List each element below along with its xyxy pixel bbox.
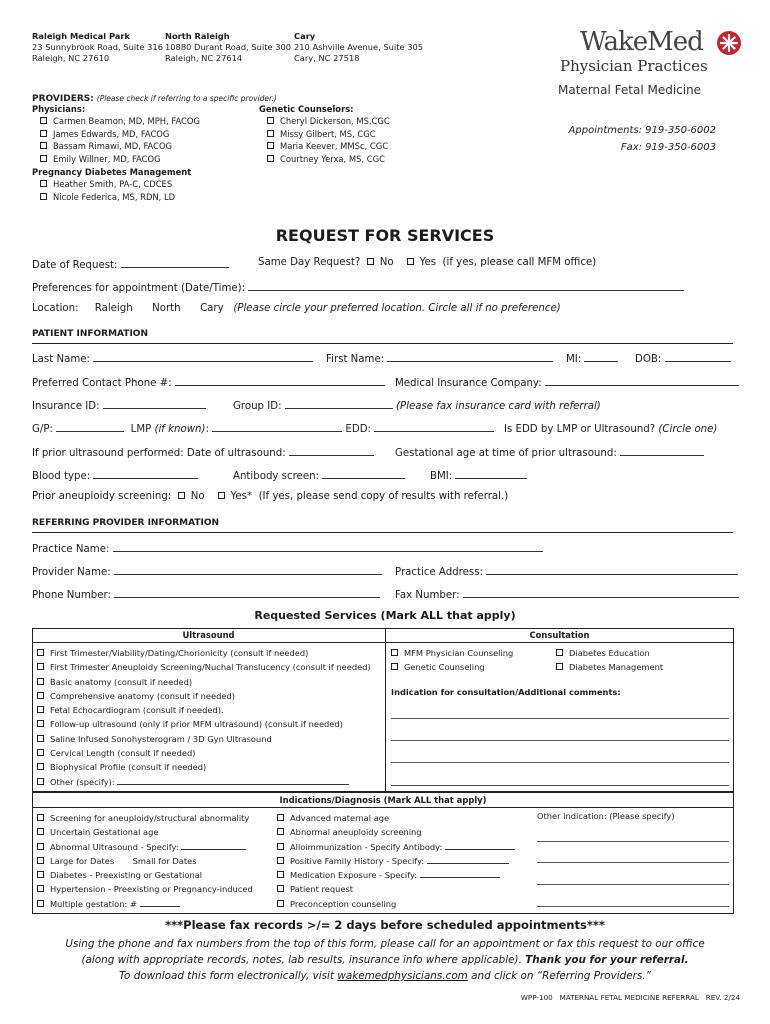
location-name: Raleigh Medical Park	[32, 31, 131, 41]
bmi-input[interactable]	[455, 468, 527, 479]
indication-option[interactable]: Advanced maternal age	[277, 811, 515, 825]
other-indication-line[interactable]	[537, 906, 729, 907]
checkbox[interactable]	[277, 828, 284, 835]
consult-col2	[556, 646, 663, 674]
patient-info-heading: PATIENT INFORMATION	[32, 329, 148, 339]
other-indication-line[interactable]	[537, 841, 729, 842]
provider-option[interactable]: Courtney Yerxa, MS, CGC	[267, 153, 390, 166]
checkbox[interactable]	[37, 871, 44, 878]
indications-heading: Indications/Diagnosis (Mark ALL that apply)	[279, 795, 487, 805]
other-indication-line[interactable]	[537, 884, 729, 885]
other-indication-line[interactable]	[537, 862, 729, 863]
group-id-input[interactable]	[285, 398, 393, 409]
last-name-input[interactable]	[93, 351, 313, 362]
checkbox[interactable]	[40, 155, 47, 162]
providers-label: PROVIDERS:	[32, 94, 94, 104]
checkbox[interactable]	[37, 900, 44, 907]
location-addr1: 23 Sunnybrook Road, Suite 316	[32, 42, 163, 52]
aneuploidy-yes-checkbox[interactable]	[218, 492, 225, 499]
checkbox[interactable]	[267, 130, 274, 137]
same-day-yes-checkbox[interactable]	[407, 258, 414, 265]
antibody-specify-input[interactable]	[445, 841, 515, 850]
checkbox[interactable]	[37, 649, 44, 656]
service-option[interactable]: First Trimester/Viability/Dating/Chorionicity (consult if needed)	[37, 646, 371, 660]
ultrasound-label: Ultrasound	[182, 630, 235, 640]
footer-line-1: Using the phone and fax numbers from the top of this form, please call for an appointment or fax this request to our office	[65, 938, 705, 950]
footer-line-2: (along with appropriate records, notes, lab results, insurance info where applicable). Thank you for your referral.	[81, 954, 689, 966]
divider	[32, 807, 734, 808]
location-north-option[interactable]: North	[152, 303, 181, 314]
consult-option[interactable]: Diabetes Education	[556, 646, 663, 660]
first-name-row: First Name:	[326, 351, 553, 365]
location-addr2: Raleigh, NC 27610	[32, 53, 110, 63]
provider-option[interactable]: Cheryl Dickerson, MS,CGC	[267, 115, 390, 128]
checkbox[interactable]	[267, 155, 274, 162]
antibody-input[interactable]	[322, 468, 405, 479]
service-option[interactable]: Saline Infused Sonohysterogram / 3D Gyn Ultrasound	[37, 732, 371, 746]
indication-option[interactable]: Diabetes - Preexisting or Gestational	[37, 868, 253, 882]
service-option[interactable]: Cervical Length (consult if needed)	[37, 746, 371, 760]
checkbox[interactable]	[37, 720, 44, 727]
gp-input[interactable]	[56, 421, 124, 432]
insurance-company-row: Medical Insurance Company:	[395, 375, 739, 389]
indication-option[interactable]: Medication Exposure - Specify:	[277, 868, 515, 882]
indication-option[interactable]: Abnormal aneuploidy screening	[277, 825, 515, 839]
wakemed-logo	[580, 27, 740, 57]
provider-option[interactable]: Emily Willner, MD, FACOG	[40, 153, 200, 166]
mi-input[interactable]	[584, 351, 618, 362]
checkbox[interactable]	[277, 900, 284, 907]
gest-age-input[interactable]	[620, 445, 704, 456]
services-heading: Requested Services (Mark ALL that apply)	[254, 609, 516, 622]
location-raleigh-option[interactable]: Raleigh	[94, 303, 133, 314]
fax-number: Fax: 919-350-6003	[620, 142, 716, 153]
other-indication-label: Other indication: (Please specify)	[537, 811, 675, 821]
location-row: Location: Raleigh North Cary (Please circle your preferred location. Circle all if no preference)	[32, 303, 561, 314]
checkbox[interactable]	[40, 142, 47, 149]
provider-option[interactable]: Nicole Federica, MS, RDN, LD	[40, 191, 175, 204]
checkbox[interactable]	[37, 778, 44, 785]
family-history-input[interactable]	[427, 855, 509, 864]
mi-row: MI:	[566, 351, 618, 365]
location-cary	[294, 31, 423, 64]
location-addr1: 210 Ashville Avenue, Suite 305	[294, 42, 424, 52]
practice-name-row: Practice Name:	[32, 541, 543, 555]
ultrasound-list	[37, 646, 371, 789]
preferences-input[interactable]	[248, 280, 684, 291]
referring-phone-row: Phone Number:	[32, 587, 380, 601]
checkbox[interactable]	[556, 649, 563, 656]
phone-input[interactable]	[175, 375, 385, 386]
referring-phone-input[interactable]	[114, 587, 380, 598]
first-name-input[interactable]	[387, 351, 553, 362]
checkbox[interactable]	[37, 735, 44, 742]
location-addr2: Cary, NC 27518	[294, 53, 360, 63]
insurance-id-input[interactable]	[103, 398, 206, 409]
indications-col2	[277, 811, 515, 911]
providers-note: (Please check if referring to a specific provider.)	[96, 94, 277, 103]
gp-lmp-edd-row: G/P: LMP (if known): EDD: Is EDD by LMP or Ultrasound? (Circle one)	[32, 421, 717, 435]
checkbox[interactable]	[40, 130, 47, 137]
location-addr2: Raleigh, NC 27614	[165, 53, 243, 63]
checkbox[interactable]	[40, 180, 47, 187]
diabetes-label: Pregnancy Diabetes Management	[32, 167, 192, 177]
abnormal-us-input[interactable]	[181, 841, 246, 850]
physicians-list	[40, 115, 200, 165]
comment-line[interactable]	[391, 762, 729, 763]
provider-name-input[interactable]	[114, 564, 382, 575]
divider	[32, 642, 734, 643]
service-option[interactable]: Basic anatomy (consult if needed)	[37, 675, 371, 689]
checkbox[interactable]	[37, 814, 44, 821]
checkbox[interactable]	[37, 843, 44, 850]
location-raleigh-medical-park	[32, 31, 163, 64]
comment-line[interactable]	[391, 740, 729, 741]
service-option[interactable]: First Trimester Aneuploidy Screening/Nuchal Translucency (consult if needed)	[37, 660, 371, 674]
providers-header	[32, 94, 277, 104]
divider	[385, 628, 386, 792]
checkbox[interactable]	[37, 663, 44, 670]
bmi-row: BMI:	[430, 468, 527, 482]
counselors-label: Genetic Counselors:	[259, 104, 354, 114]
preferences-row: Preferences for appointment (Date/Time):	[32, 280, 684, 294]
consult-option[interactable]: Diabetes Management	[556, 660, 663, 674]
indication-option[interactable]: Hypertension - Preexisting or Pregnancy-induced	[37, 882, 253, 896]
referring-heading: REFERRING PROVIDER INFORMATION	[32, 518, 220, 528]
indication-option[interactable]: Screening for aneuploidy/structural abnormality	[37, 811, 253, 825]
checkbox[interactable]	[37, 749, 44, 756]
provider-option[interactable]: Maria Keever, MMSc, CGC	[267, 140, 390, 153]
divider	[32, 532, 733, 533]
checkbox[interactable]	[40, 117, 47, 124]
form-title: REQUEST FOR SERVICES	[275, 226, 495, 245]
indication-comments-label: Indication for consultation/Additional comments:	[391, 687, 621, 697]
checkbox[interactable]	[267, 142, 274, 149]
checkbox[interactable]	[277, 814, 284, 821]
checkbox[interactable]	[40, 193, 47, 200]
checkbox[interactable]	[391, 663, 398, 670]
dob-row: DOB:	[635, 351, 731, 365]
checkbox[interactable]	[267, 117, 274, 124]
consultation-label: Consultation	[529, 630, 590, 640]
location-name: Cary	[294, 31, 316, 41]
blood-type-input[interactable]	[93, 468, 198, 479]
provider-option[interactable]: Heather Smith, PA-C, CDCES	[40, 178, 175, 191]
logo-wordmark: WakeMed	[580, 27, 703, 57]
provider-option[interactable]: Bassam Rimawi, MD, FACOG	[40, 140, 200, 153]
multiple-gestation-input[interactable]	[140, 898, 180, 907]
logo-cross-icon	[716, 30, 742, 56]
practice-address-row: Practice Address:	[395, 564, 738, 578]
medication-input[interactable]	[420, 869, 500, 878]
phone-row: Preferred Contact Phone #:	[32, 375, 385, 389]
indication-option[interactable]: Alloimmunization - Specify Antibody:	[277, 840, 515, 854]
department-name: Maternal Fetal Medicine	[558, 83, 702, 97]
physicians-label: Physicians:	[32, 104, 86, 114]
prior-us-row: If prior ultrasound performed: Date of ultrasound:	[32, 445, 374, 459]
checkbox[interactable]	[391, 649, 398, 656]
appointments-phone: Appointments: 919-350-6002	[568, 125, 716, 136]
checkbox[interactable]	[37, 678, 44, 685]
consult-option[interactable]: MFM Physician Counseling	[391, 646, 513, 660]
last-name-row: Last Name:	[32, 351, 313, 365]
same-day-row: Same Day Request? No Yes (if yes, please call MFM office)	[258, 257, 597, 268]
indication-option[interactable]: Abnormal Ultrasound - Specify:	[37, 840, 253, 854]
checkbox[interactable]	[556, 663, 563, 670]
indication-option[interactable]: Large for Dates Small for Dates	[37, 854, 253, 868]
counselors-list	[267, 115, 390, 165]
indication-option[interactable]: Multiple gestation: #	[37, 897, 253, 911]
indication-option[interactable]: Uncertain Gestational age	[37, 825, 253, 839]
dob-input[interactable]	[665, 351, 731, 362]
date-of-request-row: Date of Request:	[32, 257, 229, 271]
group-id-row: Group ID: (Please fax insurance card with referral)	[233, 398, 601, 412]
service-option[interactable]: Follow-up ultrasound (only if prior MFM ultrasound) (consult if needed)	[37, 717, 371, 731]
download-link[interactable]: wakemedphysicians.com	[337, 970, 468, 982]
indication-option[interactable]: Positive Family History - Specify:	[277, 854, 515, 868]
consult-option[interactable]: Genetic Counseling	[391, 660, 513, 674]
aneuploidy-no-checkbox[interactable]	[178, 492, 185, 499]
provider-option[interactable]: James Edwards, MD, FACOG	[40, 128, 200, 141]
checkbox[interactable]	[37, 885, 44, 892]
divider	[32, 343, 733, 344]
checkbox[interactable]	[37, 763, 44, 770]
insurance-company-input[interactable]	[545, 375, 739, 386]
same-day-no-checkbox[interactable]	[367, 258, 374, 265]
ultrasound-date-input[interactable]	[289, 445, 374, 456]
checkbox[interactable]	[37, 706, 44, 713]
aneuploidy-row: Prior aneuploidy screening: No Yes* (If yes, please send copy of results with referral.)	[32, 491, 509, 502]
indications-col1	[37, 811, 253, 911]
indication-option[interactable]: Preconception counseling	[277, 897, 515, 911]
checkbox[interactable]	[277, 843, 284, 850]
logo-subtitle: Physician Practices	[560, 57, 708, 75]
location-north-raleigh	[165, 31, 291, 64]
other-ultrasound-input[interactable]	[117, 776, 349, 785]
checkbox[interactable]	[37, 828, 44, 835]
form-code: WPP-100 MATERNAL FETAL MEDICINE REFERRAL REV. 2/24	[520, 993, 740, 1002]
insurance-id-row: Insurance ID:	[32, 398, 206, 412]
consult-col1	[391, 646, 513, 674]
referring-fax-input[interactable]	[463, 587, 739, 598]
provider-option[interactable]: Carmen Beamon, MD, MPH, FACOG	[40, 115, 200, 128]
location-addr1: 10880 Durant Road, Suite 300	[165, 42, 292, 52]
edd-input[interactable]	[374, 421, 494, 432]
date-of-request-input[interactable]	[121, 257, 229, 268]
checkbox[interactable]	[277, 885, 284, 892]
provider-option[interactable]: Missy Gilbert, MS, CGC	[267, 128, 390, 141]
fax-records-notice: ***Please fax records >/= 2 days before scheduled appointments***	[165, 918, 605, 932]
footer-line-3: To download this form electronically, visit wakemedphysicians.com and click on “Referring Providers.”	[119, 970, 651, 982]
indication-option[interactable]: Patient request	[277, 882, 515, 896]
diabetes-list	[40, 178, 175, 203]
location-cary-option[interactable]: Cary	[200, 303, 224, 314]
service-option[interactable]: Comprehensive anatomy (consult if needed)	[37, 689, 371, 703]
gest-age-row: Gestational age at time of prior ultrasound:	[395, 445, 704, 459]
practice-name-input[interactable]	[113, 541, 543, 552]
checkbox[interactable]	[37, 692, 44, 699]
service-option[interactable]: Biophysical Profile (consult if needed)	[37, 760, 371, 774]
provider-name-row: Provider Name:	[32, 564, 382, 578]
comment-line[interactable]	[391, 785, 729, 786]
checkbox[interactable]	[37, 857, 44, 864]
checkbox[interactable]	[277, 871, 284, 878]
service-option[interactable]: Other (specify):	[37, 775, 371, 789]
antibody-row: Antibody screen:	[233, 468, 405, 482]
lmp-input[interactable]	[212, 421, 342, 432]
location-name: North Raleigh	[165, 31, 230, 41]
blood-type-row: Blood type:	[32, 468, 198, 482]
service-option[interactable]: Fetal Echocardiogram (consult if needed).	[37, 703, 371, 717]
practice-address-input[interactable]	[486, 564, 738, 575]
comment-line[interactable]	[391, 718, 729, 719]
checkbox[interactable]	[277, 857, 284, 864]
referring-fax-row: Fax Number:	[395, 587, 739, 601]
